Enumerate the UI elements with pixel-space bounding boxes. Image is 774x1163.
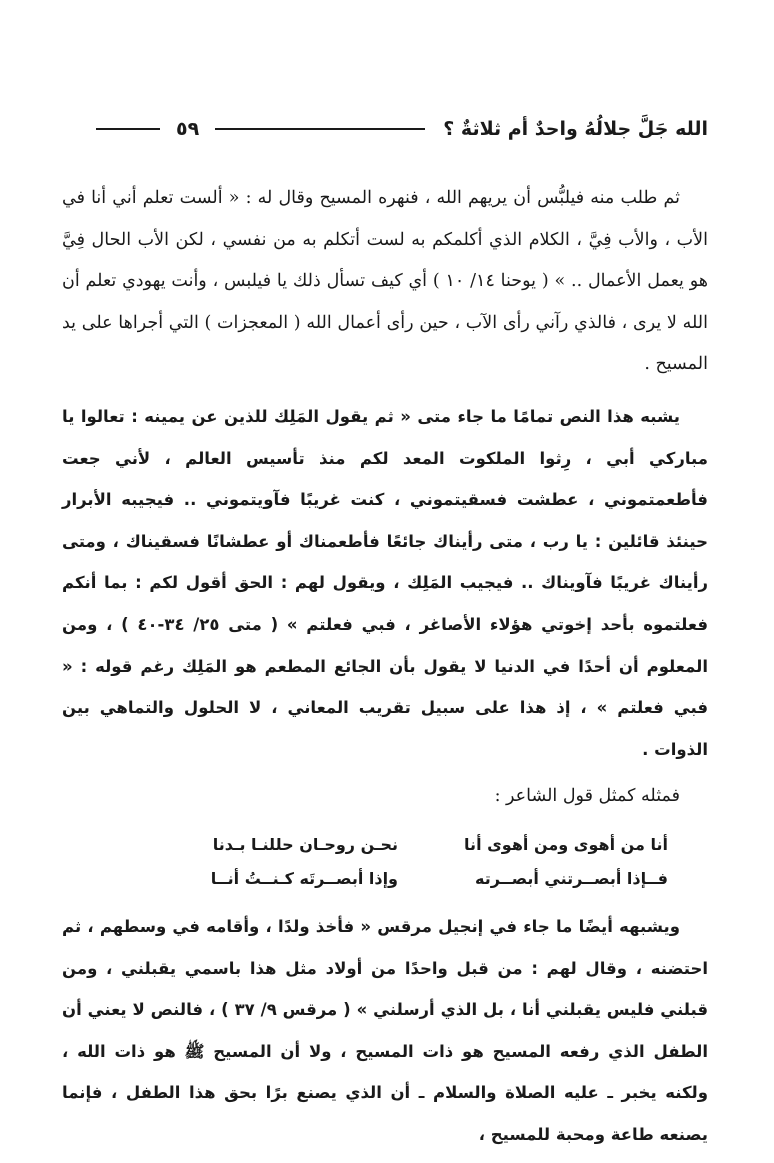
poem (62, 828, 708, 896)
header-title: الله جَلَّ جلالُهُ واحدٌ أم ثلاثةٌ ؟ (443, 118, 708, 140)
poem-hemistich-first: أنا من أهوى ومن أهوى أنا (464, 835, 668, 855)
body-text (62, 178, 708, 1155)
page-number: ٥٩ (176, 118, 200, 140)
header-rule-short (96, 128, 160, 130)
poem-verse (62, 862, 708, 896)
poem-hemistich-second: وإذا أبصــرتَه كـنــتُ أنــا (210, 869, 398, 889)
poem-hemistich-first: فــإذا أبصــرتني أبصــرته (475, 869, 668, 889)
header-rule-long (215, 128, 425, 130)
paragraph-mark: ويشبهه أيضًا ما جاء في إنجيل مرقس « فأخذ ولدًا ، وأقامه في وسطهم ، ثم احتضنه ، وقال لهم : من قبل واحدًا من أولاد مثل هذا باسمي يقبلني ، ومن قبلني فليس يقبلني أنا ، بل الذي أرسلني » ( مرقس ٩/ ٣٧ ) ، فالنص لا يعني أن الطفل الذي رفعه المسيح هو ذات المسيح ، ولا أن المسيح ﷺ هو ذات الله ، ولكنه يخبر ـ عليه الصلاة والسلام ـ أن الذي يصنع برًا بحق هذا الطفل ، فإنما يصنعه طاعة ومحبة للمسيح ، (62, 916, 708, 1144)
poem-hemistich-second: نحـن روحـان حللنـا بـدنا (212, 835, 398, 855)
paragraph-philip: ثم طلب منه فيلبُّس أن يريهم الله ، فنهره المسيح وقال له : « ألست تعلم أني أنا في الأب ، والأب فِيَّ ، الكلام الذي أكلمكم به لست أتكلم به من نفسي ، لكن الأب الحال فِيَّ هو يعمل الأعمال .. » ( يوحنا ١٤/ ١٠ ) أي كيف تسأل ذلك يا فيلبس ، وأنت يهودي تعلم أن الله لا يرى ، فالذي رآني رأى الآب ، حين رأى أعمال الله ( المعجزات ) التي أجراها على يد المسيح . (62, 188, 708, 375)
poem-intro: فمثله كمثل قول الشاعر : (494, 786, 680, 807)
paragraph-matthew: يشبه هذا النص تمامًا ما جاء متى « ثم يقول المَلِك للذين عن يمينه : تعالوا يا مباركي أبي ، رِثوا الملكوت المعد لكم منذ تأسيس العالم ، لأني جعت فأطعمتموني ، عطشت فسقيتموني ، كنت غريبًا فآويتموني .. فيجيبه الأبرار حينئذ قائلين : يا رب ، متى رأيناك جائعًا فأطعمناك أو عطشانًا فسقيناك ، ومتى رأيناك غريبًا فآويناك .. فيجيب المَلِك ، ويقول لهم : الحق أقول لكم : بما أنكم فعلتموه بأحد إخوتي هؤلاء الأصاغر ، فبي فعلتم » ( متى ٢٥/ ٣٤-٤٠ ) ، ومن المعلوم أن أحدًا في الدنيا لا يقول بأن الجائع المطعم هو المَلِك رغم قوله : « فبي فعلتم » ، إذ هذا على سبيل تقريب المعاني ، لا الحلول والتماهي بين الذوات . (62, 406, 708, 759)
running-header (88, 112, 708, 146)
poem-verse (62, 828, 708, 862)
